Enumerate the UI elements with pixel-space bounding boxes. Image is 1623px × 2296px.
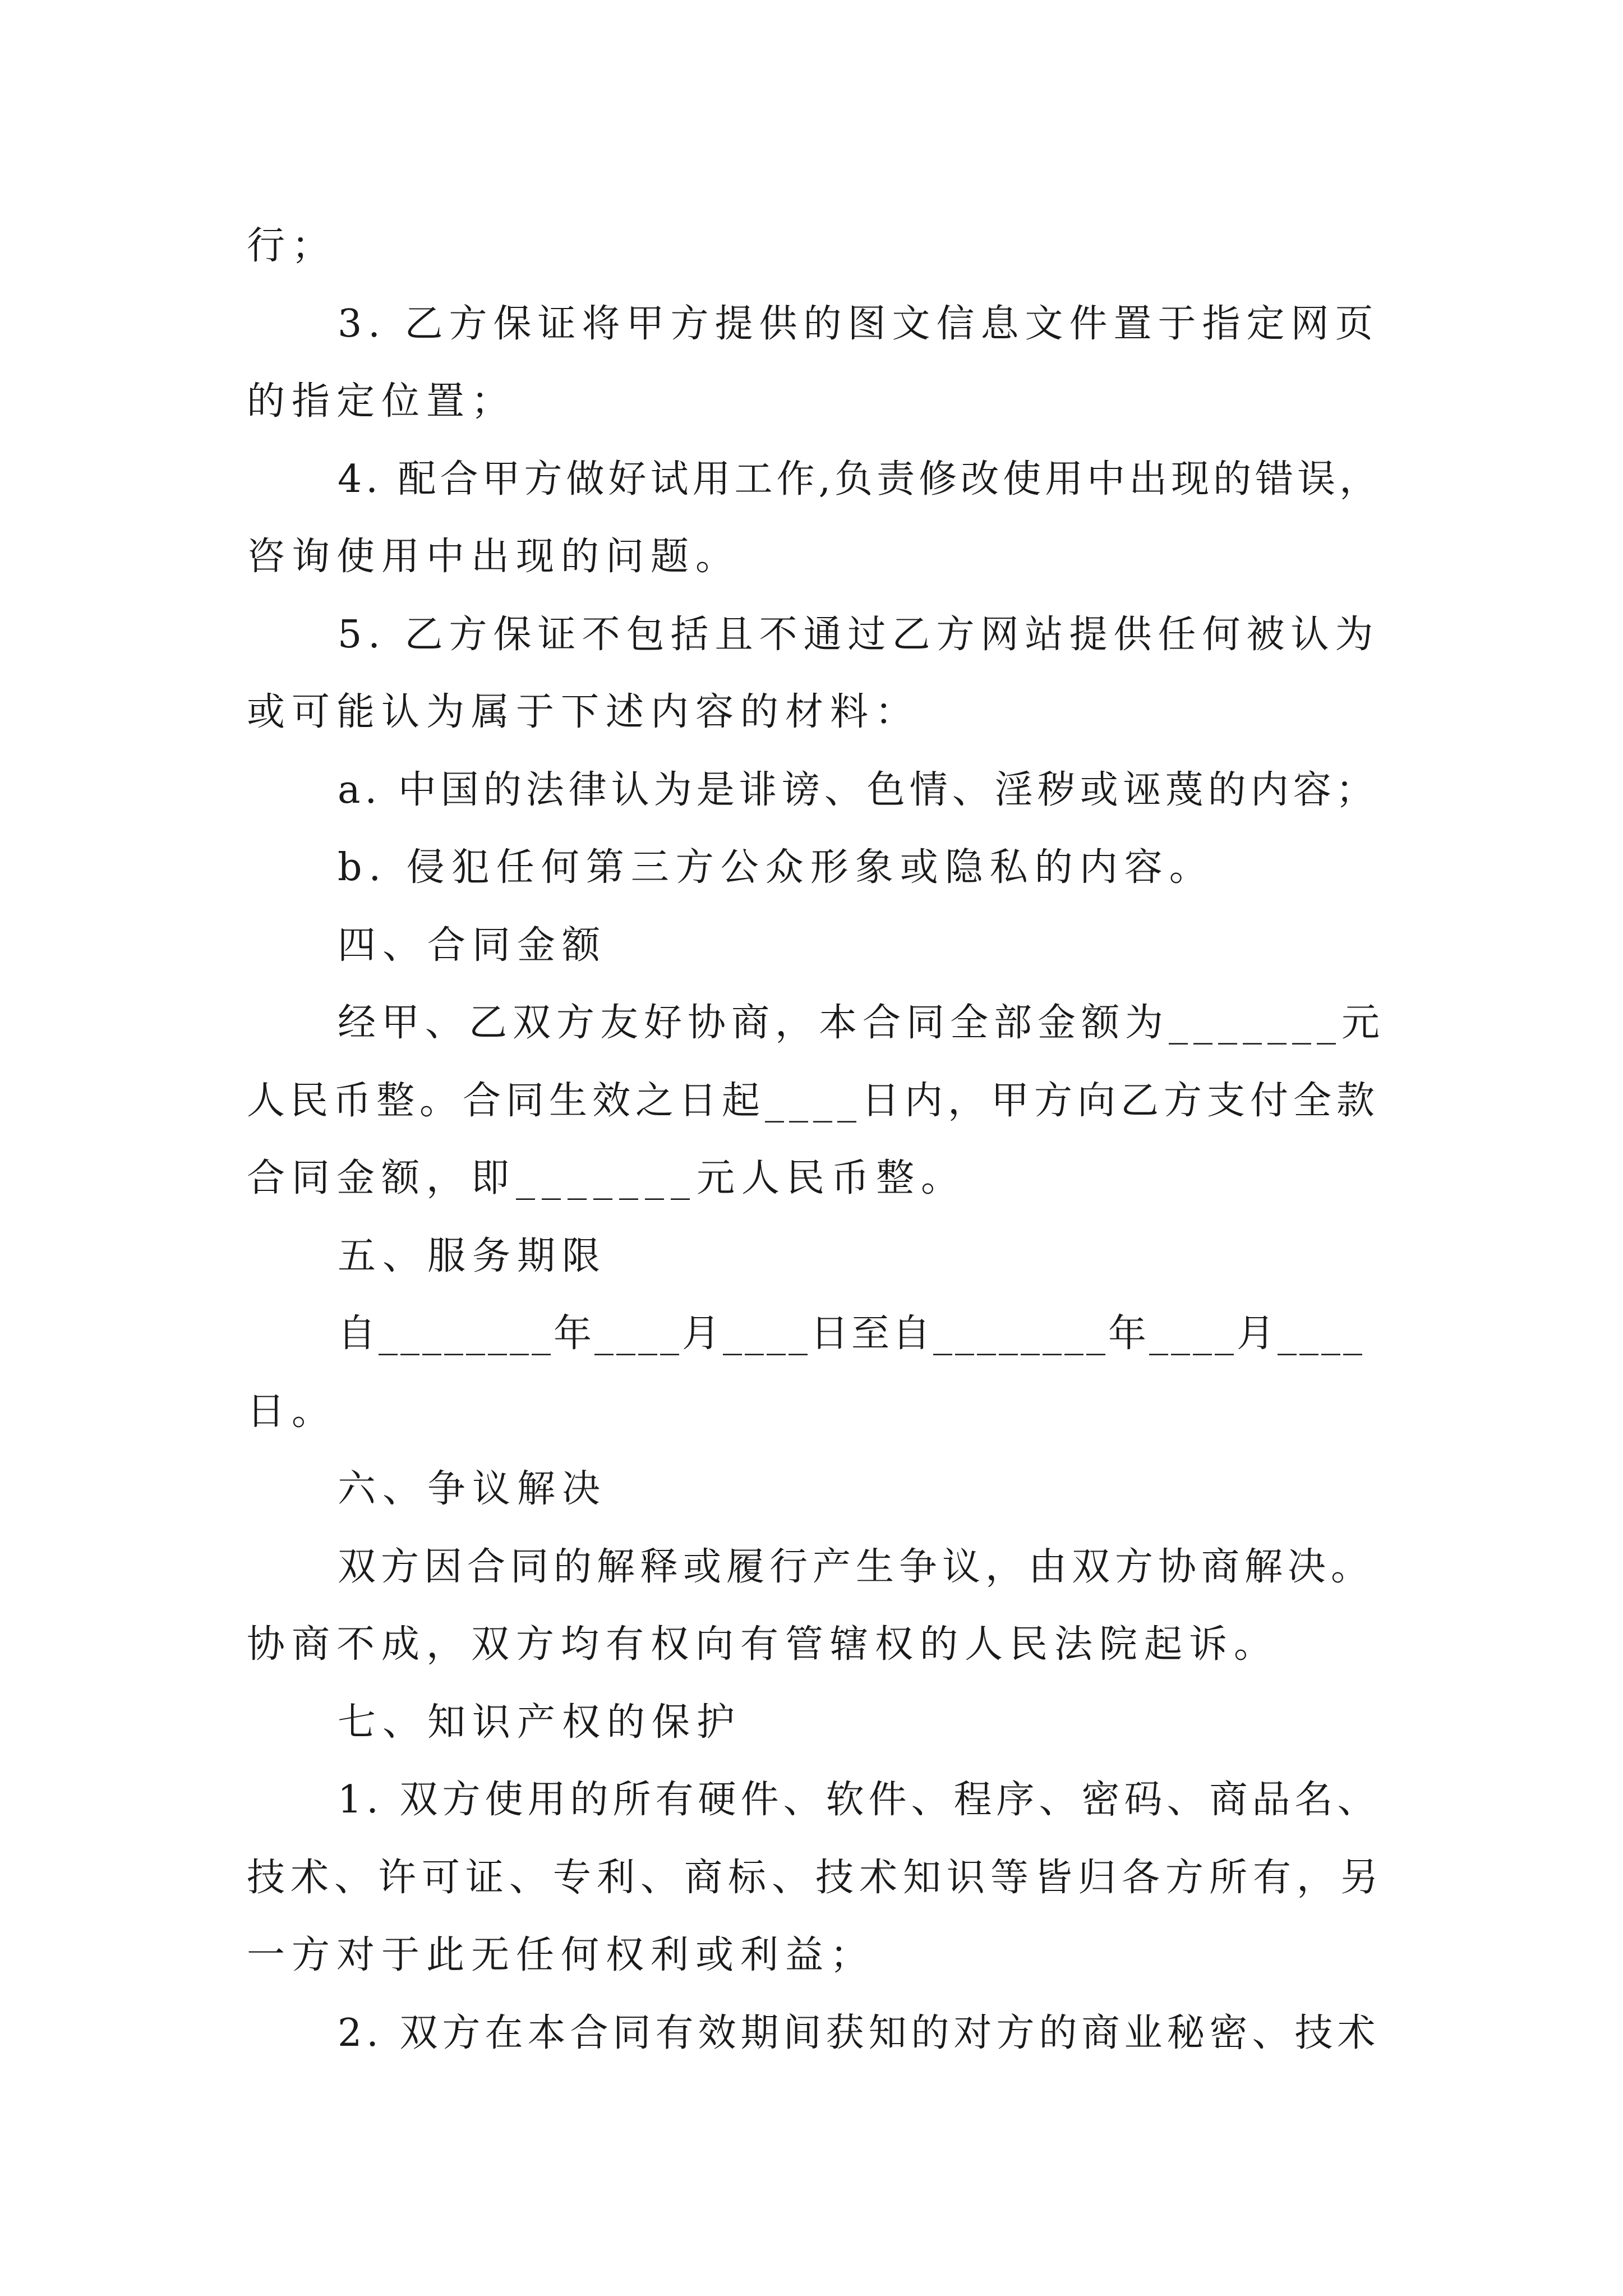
text-line: 或可能认为属于下述内容的材料： (247, 690, 920, 734)
text-line: 日。 (247, 1389, 337, 1434)
section-heading: 七、知识产权的保护 (338, 1700, 742, 1745)
text-line: 3. 乙方保证将甲方提供的图文信息文件置于指定网页 (338, 301, 1380, 346)
text-line: 协商不成，双方均有权向有管辖权的人民法院起诉。 (247, 1622, 1279, 1667)
text-line: 双方因合同的解释或履行产生争议，由双方协商解决。 (338, 1544, 1375, 1589)
text-line: 咨询使用中出现的问题。 (247, 535, 741, 579)
section-heading: 六、争议解决 (338, 1467, 607, 1511)
text-line: 经甲、乙双方友好协商，本合同全部金额为_______元 (338, 1001, 1386, 1045)
text-line: b. 侵犯任何第三方公众形象或隐私的内容。 (338, 845, 1214, 890)
text-line: 1. 双方使用的所有硬件、软件、程序、密码、商品名、 (338, 1778, 1380, 1822)
text-line: 5. 乙方保证不包括且不通过乙方网站提供任何被认为 (338, 612, 1380, 657)
document-body (247, 208, 1385, 2072)
text-line: 技术、许可证、专利、商标、技术知识等皆归各方所有，另 (247, 1855, 1385, 1900)
section-heading: 四、合同金额 (338, 923, 607, 968)
text-line: 自________年____月____日至自________年____月____ (338, 1312, 1366, 1356)
text-line: a. 中国的法律认为是诽谤、色情、淫秽或诬蔑的内容； (338, 767, 1378, 812)
text-line: 的指定位置； (247, 379, 517, 424)
text-line: 行； (247, 224, 337, 268)
section-heading: 五、服务期限 (338, 1234, 607, 1278)
text-line: 2. 双方在本合同有效期间获知的对方的商业秘密、技术 (338, 2010, 1380, 2055)
text-line: 4. 配合甲方做好试用工作,负责修改使用中出现的错误， (338, 457, 1382, 501)
text-line: 合同金额，即_______元人民币整。 (247, 1156, 966, 1200)
text-line: 人民币整。合同生效之日起____日内，甲方向乙方支付全款 (247, 1078, 1380, 1123)
text-line: 一方对于此无任何权利或利益； (247, 1933, 875, 1977)
